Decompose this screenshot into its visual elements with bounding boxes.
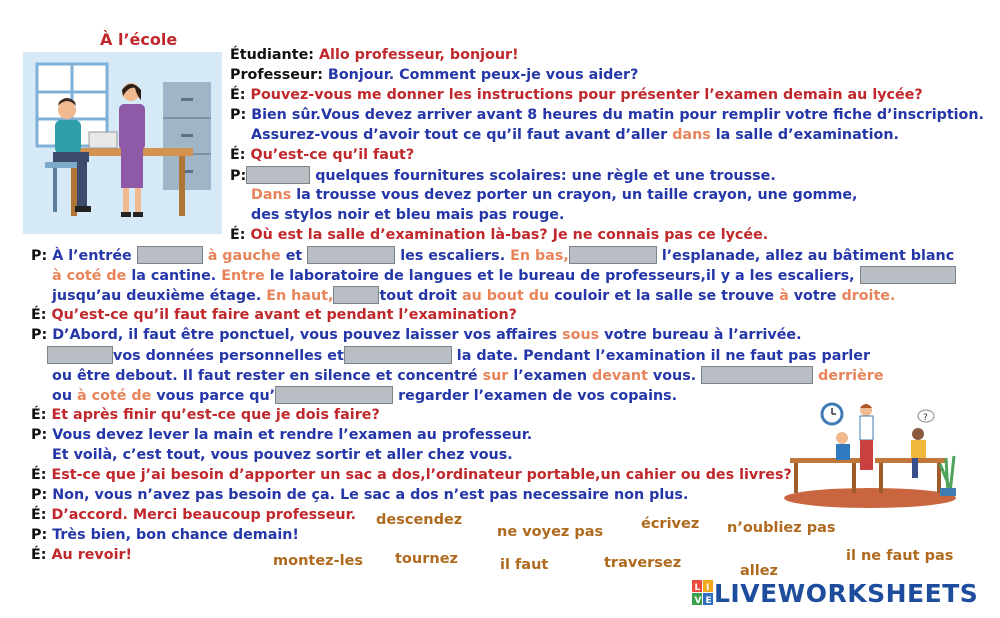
preposition-highlight: sous	[562, 327, 600, 343]
dialogue-line-15	[31, 326, 802, 344]
preposition-highlight: dans	[672, 127, 711, 143]
speaker-label: É:	[31, 467, 47, 483]
line-text: Où est la salle d’examination là-bas? Je ne connais pas ce lycée.	[250, 227, 769, 243]
line-text: Au revoir!	[51, 547, 133, 563]
answer-blank[interactable]	[569, 246, 657, 264]
logo-badge-letter: E	[705, 596, 712, 606]
dialogue-line-10	[230, 226, 768, 244]
classroom-illustration	[23, 52, 222, 234]
word-bank-item[interactable]: il ne faut pas	[846, 548, 954, 564]
speaker-label: P:	[31, 427, 48, 443]
preposition-highlight: droite.	[841, 288, 896, 304]
line-text: l’examen	[513, 368, 588, 384]
line-text: des stylos noir et bleu mais pas rouge.	[251, 207, 565, 223]
svg-text:?: ?	[923, 413, 928, 423]
line-text: la cantine.	[131, 268, 217, 284]
speaker-label: É:	[31, 407, 47, 423]
speaker-label: É:	[230, 227, 246, 243]
line-text: vos données personnelles et	[113, 348, 344, 364]
line-text: Et après finir qu’est-ce que je dois faire?	[51, 407, 380, 423]
line-text: Qu’est-ce qu’il faut?	[250, 147, 415, 163]
line-text: le laboratoire de langues et le bureau de professeurs,il y a les escaliers,	[269, 268, 855, 284]
speaker-label: É:	[31, 547, 47, 563]
exam-illustration	[780, 398, 960, 510]
page-title: À l’école	[100, 30, 178, 49]
line-text: Et voilà, c’est tout, vous pouvez sortir et aller chez vous.	[52, 447, 513, 463]
dialogue-line-22	[31, 466, 792, 484]
line-text: l’esplanade, allez au bâtiment blanc	[661, 248, 955, 264]
dialogue-line-7	[230, 166, 776, 185]
dialogue-line-3	[230, 86, 923, 104]
speaker-label: Professeur:	[230, 67, 323, 83]
answer-blank[interactable]	[701, 366, 813, 384]
line-text: la trousse vous devez porter un crayon, un taille crayon, une gomme,	[296, 187, 858, 203]
answer-blank[interactable]	[246, 166, 310, 184]
line-text: la date. Pendant l’examination il ne faut pas parler	[456, 348, 871, 364]
dialogue-line-12	[52, 266, 956, 285]
line-text: Est-ce que j’ai besoin d’apporter un sac a dos,l’ordinateur portable,un cahier ou des livres?	[51, 467, 792, 483]
word-bank-item[interactable]: montez-les	[273, 553, 364, 569]
liveworksheets-logo	[692, 580, 978, 606]
line-text: vous.	[652, 368, 697, 384]
preposition-highlight: sur	[482, 368, 509, 384]
line-text: Bonjour. Comment peux-je vous aider?	[327, 67, 639, 83]
speaker-label: É:	[31, 307, 47, 323]
word-bank-item[interactable]: descendez	[376, 512, 463, 528]
dialogue-line-16	[47, 346, 870, 365]
word-bank-item[interactable]: ne voyez pas	[497, 524, 604, 540]
speaker-label: P:	[230, 168, 247, 184]
word-bank-item[interactable]: écrivez	[641, 516, 700, 532]
logo-text: LIVEWORKSHEETS	[714, 578, 979, 608]
line-text: ou être debout. Il faut rester en silence et concentré	[52, 368, 478, 384]
dialogue-line-1	[230, 46, 519, 64]
dialogue-line-14	[31, 306, 517, 324]
answer-blank[interactable]	[344, 346, 452, 364]
answer-blank[interactable]	[275, 386, 393, 404]
speaker-label: P:	[31, 527, 48, 543]
dialogue-line-8	[251, 186, 857, 204]
dialogue-line-4	[230, 106, 984, 124]
speaker-label: É:	[31, 507, 47, 523]
preposition-highlight: En bas,	[510, 248, 569, 264]
dialogue-line-18	[52, 386, 677, 405]
dialogue-line-21	[52, 446, 513, 464]
dialogue-line-9	[251, 206, 564, 224]
line-text: regarder l’examen de vos copains.	[398, 388, 678, 404]
word-bank-item[interactable]: n’oubliez pas	[727, 520, 836, 536]
line-text: Très bien, bon chance demain!	[52, 527, 299, 543]
word-bank-item[interactable]: tournez	[395, 551, 458, 567]
line-text: quelques fournitures scolaires: une règle et une trousse.	[315, 168, 776, 184]
line-text: À l’entrée	[52, 248, 132, 264]
answer-blank[interactable]	[307, 246, 395, 264]
line-text: tout droit	[379, 288, 457, 304]
dialogue-line-23	[31, 486, 688, 504]
preposition-highlight: à coté de	[77, 388, 152, 404]
line-text: Non, vous n’avez pas besoin de ça. Le sac a dos n’est pas necessaire non plus.	[52, 487, 689, 503]
answer-blank[interactable]	[137, 246, 203, 264]
line-text: les escaliers.	[400, 248, 506, 264]
speaker-label: É:	[230, 87, 246, 103]
dialogue-line-25	[31, 526, 299, 544]
answer-blank[interactable]	[47, 346, 113, 364]
line-text: Allo professeur, bonjour!	[318, 47, 519, 63]
line-text: votre	[793, 288, 837, 304]
dialogue-line-24	[31, 506, 356, 524]
line-text: Assurez-vous d’avoir tout ce qu’il faut avant d’aller	[251, 127, 668, 143]
preposition-highlight: au bout du	[461, 288, 550, 304]
line-text: Pouvez-vous me donner les instructions pour présenter l’examen demain au lycée?	[250, 87, 923, 103]
line-text: Bien sûr.Vous devez arriver avant 8 heures du matin pour remplir votre fiche d’inscription.	[251, 107, 984, 123]
line-text: couloir et la salle se trouve	[554, 288, 775, 304]
word-bank-item[interactable]: allez	[740, 563, 778, 579]
speaker-label: P:	[31, 487, 48, 503]
word-bank-item[interactable]: il faut	[500, 557, 549, 573]
line-text: ou	[52, 388, 73, 404]
speaker-label: É:	[230, 147, 246, 163]
preposition-highlight: à gauche	[207, 248, 281, 264]
dialogue-line-2	[230, 66, 638, 84]
preposition-highlight: derrière	[818, 368, 884, 384]
line-text: Qu’est-ce qu’il faut faire avant et pendant l’examination?	[51, 307, 517, 323]
line-text: D’Abord, il faut être ponctuel, vous pouvez laisser vos affaires	[52, 327, 558, 343]
dialogue-line-5	[251, 126, 899, 144]
dialogue-line-19	[31, 406, 380, 424]
speaker-label: P:	[31, 248, 48, 264]
logo-badge-letter: V	[694, 596, 702, 606]
preposition-highlight: à coté de	[52, 268, 127, 284]
preposition-highlight: En haut,	[266, 288, 334, 304]
preposition-highlight: Entre	[221, 268, 265, 284]
line-text: la salle d’examination.	[715, 127, 899, 143]
preposition-highlight: devant	[592, 368, 648, 384]
dialogue-line-13	[52, 286, 895, 305]
line-text: et	[285, 248, 303, 264]
dialogue-line-17	[52, 366, 884, 385]
preposition-highlight: à	[779, 288, 789, 304]
logo-badge-icon	[692, 580, 714, 606]
line-text: Vous devez lever la main et rendre l’examen au professeur.	[52, 427, 533, 443]
dialogue-line-6	[230, 146, 414, 164]
line-text: D’accord. Merci beaucoup professeur.	[51, 507, 357, 523]
answer-blank[interactable]	[333, 286, 379, 304]
speaker-label: Étudiante:	[230, 47, 314, 63]
line-text: jusqu’au deuxième étage.	[52, 288, 262, 304]
speaker-label: P:	[230, 107, 247, 123]
dialogue-line-20	[31, 426, 532, 444]
logo-badge-letter: I	[706, 583, 710, 593]
dialogue-line-26	[31, 546, 132, 564]
answer-blank[interactable]	[860, 266, 956, 284]
logo-badge-letter: L	[694, 583, 701, 593]
speaker-label: P:	[31, 327, 48, 343]
line-text: votre bureau à l’arrivée.	[604, 327, 802, 343]
dialogue-line-11	[31, 246, 954, 265]
word-bank-item[interactable]: traversez	[604, 555, 682, 571]
line-text: vous parce qu’	[156, 388, 276, 404]
preposition-highlight: Dans	[251, 187, 292, 203]
